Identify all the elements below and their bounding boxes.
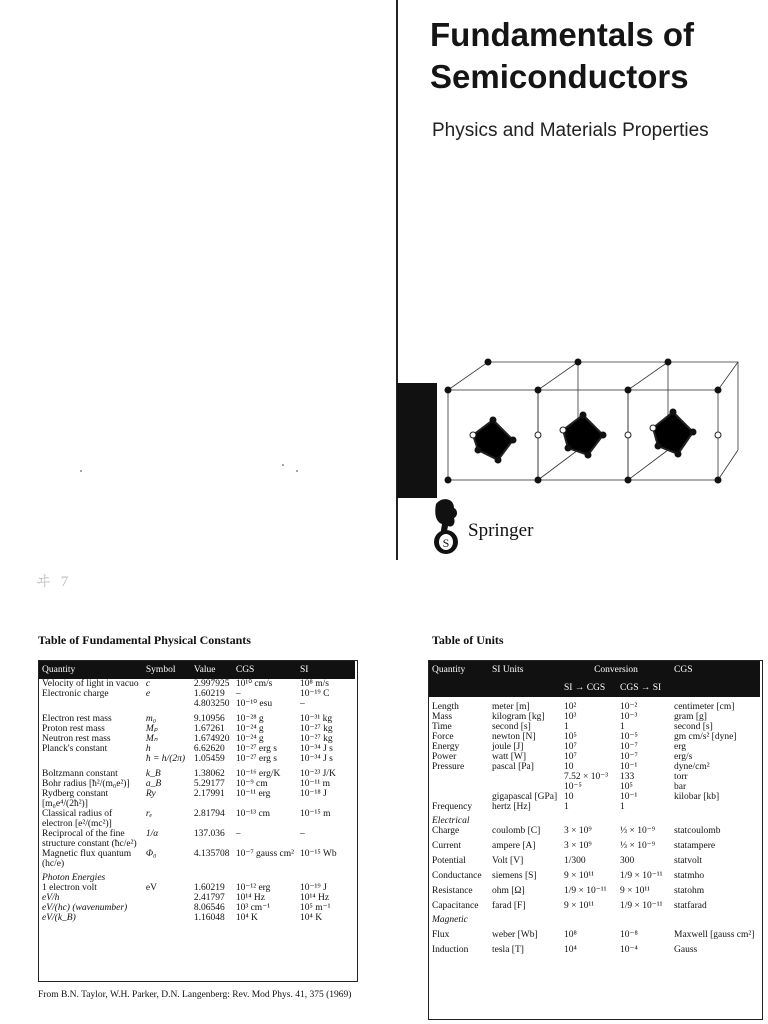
table-cell: Neutron rest mass — [42, 734, 111, 744]
table-cell: 10⁻²⁴ g — [235, 724, 264, 734]
table-row — [39, 724, 355, 734]
table-row — [39, 679, 355, 689]
table-cell: weber [Wb] — [492, 930, 538, 940]
table-cell: erg — [674, 742, 686, 752]
book-title-line-1: Fundamentals of — [430, 16, 695, 53]
units-header-row — [429, 661, 760, 679]
table-cell: 10⁻⁷ — [620, 752, 638, 762]
table-cell: Planck's constant — [42, 744, 108, 754]
group-heading-row — [429, 812, 760, 826]
speck — [296, 470, 298, 472]
table-cell: 9 × 10¹¹ — [620, 886, 651, 896]
table-cell: Ry — [145, 789, 156, 799]
table-cell: 10⁴ — [564, 945, 577, 955]
table-cell: 2.17991 — [193, 789, 225, 799]
table-cell — [429, 792, 489, 802]
table-cell: Boltzmann constant — [42, 769, 118, 779]
table-cell: Φ₀ — [145, 849, 157, 859]
table-row — [429, 896, 760, 911]
column-header: Quantity — [39, 661, 143, 679]
table-row — [429, 836, 760, 851]
library-stamp: ヰ 7 — [36, 574, 72, 590]
table-cell: 10⁻¹⁹ J — [300, 883, 327, 893]
table-cell: ⅓ × 10⁻⁹ — [620, 841, 656, 851]
table-cell: 9.10956 — [193, 714, 225, 724]
table-cell: 10⁻⁸ — [620, 930, 638, 940]
table-cell: 1 — [564, 722, 569, 732]
table-cell: Pressure — [432, 762, 465, 772]
column-subheader: CGS → SI — [617, 679, 671, 697]
table-cell: bar — [674, 782, 687, 792]
table-cell: 1/9 × 10⁻¹¹ — [564, 886, 607, 896]
table-cell: 10⁻³⁴ J s — [300, 754, 333, 764]
table-cell: 10¹⁴ Hz — [235, 893, 265, 903]
column-header: CGS — [671, 661, 760, 679]
table-cell: pascal [Pa] — [492, 762, 534, 772]
table-cell: 10⁻³ — [620, 712, 638, 722]
table-row — [429, 866, 760, 881]
constants-footnote: From B.N. Taylor, W.H. Parker, D.N. Langenberg: Rev. Mod Phys. 41, 375 (1969) — [38, 990, 352, 1000]
table-row — [39, 709, 355, 724]
table-cell: 10⁷ — [564, 752, 577, 762]
table-cell: statmho — [674, 871, 705, 881]
table-cell: 1 electron volt — [42, 883, 97, 893]
table-cell: ampere [A] — [492, 841, 536, 851]
table-cell: Classical radius of electron [e²/(mc²)] — [42, 809, 113, 829]
column-header: SI Units — [489, 661, 561, 679]
table-cell: statcoulomb — [674, 826, 721, 836]
table-cell: 10⁻¹⁰ esu — [235, 699, 273, 709]
table-cell: 10⁸ m/s — [300, 679, 329, 689]
table-cell: Power — [432, 752, 457, 762]
table-cell — [39, 699, 143, 709]
table-cell: Frequency — [432, 802, 473, 812]
constants-table-title: Table of Fundamental Physical Constants — [38, 633, 251, 647]
table-cell: 2.41797 — [193, 893, 225, 903]
table-cell: 9 × 10¹¹ — [564, 901, 595, 911]
units-subheader-row — [429, 679, 760, 697]
table-cell: tesla [T] — [492, 945, 524, 955]
group-heading-row — [39, 869, 355, 883]
table-row — [429, 792, 760, 802]
table-cell: c — [145, 679, 151, 689]
table-cell: 1.674920 — [193, 734, 230, 744]
table-cell: second [s] — [492, 722, 531, 732]
table-cell: Time — [432, 722, 452, 732]
table-cell: 10⁻² — [620, 702, 638, 712]
table-cell: hertz [Hz] — [492, 802, 531, 812]
table-cell: statampere — [674, 841, 716, 851]
table-cell: Resistance — [432, 886, 473, 896]
table-cell: 1.67261 — [193, 724, 225, 734]
table-cell: 10⁻³⁴ J s — [300, 744, 333, 754]
table-cell: kilobar [kb] — [674, 792, 720, 802]
table-row — [429, 742, 760, 752]
table-cell: eV/(k_B) — [42, 913, 76, 923]
table-cell: 10⁻¹⁶ erg/K — [235, 769, 281, 779]
group-heading: Photon Energies — [42, 873, 106, 883]
table-cell: 10⁻⁷ gauss cm² — [235, 849, 295, 859]
table-row — [39, 849, 355, 869]
column-header: SI — [297, 661, 355, 679]
table-row — [429, 851, 760, 866]
table-cell: Charge — [432, 826, 460, 836]
book-title-line-2: Semiconductors — [430, 58, 689, 95]
table-cell: 2.997925 — [193, 679, 230, 689]
table-cell: gm cm/s² [dyne] — [674, 732, 737, 742]
table-cell: 1.05459 — [193, 754, 225, 764]
table-cell: 10⁻²⁷ erg s — [235, 744, 277, 754]
table-row — [429, 802, 760, 812]
table-cell: ohm [Ω] — [492, 886, 525, 896]
table-cell: ħ = h/(2π) — [145, 754, 186, 764]
column-header: Conversion — [561, 661, 671, 679]
table-cell: 1 — [620, 722, 625, 732]
table-cell: – — [300, 829, 305, 839]
table-cell: 10⁻⁷ — [620, 742, 638, 752]
table-cell: eV/h — [42, 893, 60, 903]
table-row — [39, 789, 355, 809]
table-cell: Potential — [432, 856, 466, 866]
table-cell: Induction — [432, 945, 469, 955]
table-cell: statohm — [674, 886, 705, 896]
table-cell — [143, 913, 191, 923]
table-cell: 10⁻²⁷ kg — [300, 734, 333, 744]
table-cell: 10⁴ K — [300, 913, 323, 923]
table-row — [39, 779, 355, 789]
table-cell: 10⁻¹⁹ C — [300, 689, 330, 699]
table-cell: 10⁷ — [564, 742, 577, 752]
table-cell: 10⁻¹⁵ Wb — [300, 849, 337, 859]
table-cell: Proton rest mass — [42, 724, 105, 734]
table-cell: 10⁻²³ J/K — [300, 769, 336, 779]
table-cell: 10 — [564, 762, 574, 772]
table-cell: 10⁻¹² erg — [235, 883, 271, 893]
table-cell: 10 — [564, 792, 574, 802]
table-row — [39, 829, 355, 849]
table-row — [429, 752, 760, 762]
table-row — [39, 809, 355, 829]
table-cell: dyne/cm² — [674, 762, 710, 772]
table-cell: Current — [432, 841, 462, 851]
table-row — [39, 699, 355, 709]
table-cell: e — [145, 689, 151, 699]
table-cell: 1.16048 — [193, 913, 225, 923]
table-cell: 1 — [564, 802, 569, 812]
group-heading-row — [429, 911, 760, 925]
table-cell: 10⁻¹¹ m — [300, 779, 330, 789]
table-row — [39, 913, 355, 923]
table-cell: 10⁻³¹ kg — [300, 714, 333, 724]
publisher-name: Springer — [468, 520, 534, 541]
table-cell: 10⁻²⁸ g — [235, 714, 264, 724]
table-cell: 10⁻¹ — [620, 792, 638, 802]
table-cell: Bohr radius [ħ²/(m₀e²)] — [42, 779, 130, 789]
table-cell: 10³ cm⁻¹ — [235, 903, 271, 913]
table-cell: Magnetic flux quantum (hc/e) — [42, 849, 132, 869]
table-row — [39, 734, 355, 744]
table-cell: centimeter [cm] — [674, 702, 735, 712]
table-cell: 10⁸ — [564, 930, 577, 940]
table-cell: 1 — [620, 802, 625, 812]
group-heading: Electrical — [432, 816, 470, 826]
table-cell: 1/9 × 10⁻¹¹ — [620, 901, 663, 911]
table-row — [39, 689, 355, 699]
speck — [80, 470, 82, 472]
table-row — [39, 893, 355, 903]
table-cell: a_B — [145, 779, 162, 789]
column-header: Symbol — [143, 661, 191, 679]
table-cell: Gauss — [674, 945, 698, 955]
table-cell: siemens [S] — [492, 871, 537, 881]
table-row — [429, 782, 760, 792]
table-cell: 10⁻⁵ — [564, 782, 582, 792]
table-cell — [429, 772, 489, 782]
table-cell: erg/s — [674, 752, 693, 762]
table-row — [429, 762, 760, 772]
table-cell: 4.803250 — [193, 699, 230, 709]
column-header: Quantity — [429, 661, 489, 679]
table-cell: 10³ — [564, 712, 577, 722]
table-cell: gram [g] — [674, 712, 707, 722]
units-table — [429, 661, 760, 955]
table-cell: 10⁻⁴ — [620, 945, 638, 955]
table-cell: Rydberg constant [m₀e⁴/(2ħ²)] — [42, 789, 109, 809]
table-cell: Velocity of light in vacuo — [42, 679, 139, 689]
table-cell: 10¹⁰ cm/s — [235, 679, 273, 689]
table-cell: 10⁵ m⁻¹ — [300, 903, 331, 913]
table-cell — [489, 782, 561, 792]
table-cell: Flux — [432, 930, 450, 940]
table-cell: coulomb [C] — [492, 826, 541, 836]
table-cell: statvolt — [674, 856, 702, 866]
table-cell: 10⁻¹ — [620, 762, 638, 772]
table-cell: 10⁴ K — [235, 913, 258, 923]
springer-horse-logo-icon — [428, 496, 464, 556]
table-cell: watt [W] — [492, 752, 527, 762]
cover-spine-block — [397, 383, 437, 498]
table-cell: Conductance — [432, 871, 482, 881]
table-cell: 10² — [564, 702, 577, 712]
table-row — [39, 744, 355, 754]
column-header: CGS — [233, 661, 297, 679]
table-cell — [489, 772, 561, 782]
table-cell: Energy — [432, 742, 460, 752]
table-cell: 133 — [620, 772, 635, 782]
table-cell: gigapascal [GPa] — [492, 792, 558, 802]
table-cell: newton [N] — [492, 732, 536, 742]
table-cell: meter [m] — [492, 702, 530, 712]
table-cell: 10⁵ — [620, 782, 633, 792]
table-cell: second [s] — [674, 722, 713, 732]
table-cell: – — [235, 829, 241, 839]
constants-header-row — [39, 661, 355, 679]
table-cell — [143, 903, 191, 913]
table-cell: kilogram [kg] — [492, 712, 545, 722]
table-cell: 300 — [620, 856, 635, 866]
table-cell — [143, 893, 191, 903]
table-row — [429, 697, 760, 712]
table-row — [429, 712, 760, 722]
table-cell: 10⁻¹⁵ m — [300, 809, 331, 819]
table-cell: 3 × 10⁹ — [564, 826, 592, 836]
table-cell: eV — [145, 883, 157, 893]
table-cell: Capacitance — [432, 901, 479, 911]
table-cell — [39, 754, 143, 764]
svg-text:S: S — [442, 536, 450, 550]
crystal-lattice-illustration — [438, 350, 748, 490]
table-cell: 4.135708 — [193, 849, 230, 859]
table-cell: Mₚ — [145, 724, 158, 734]
table-cell: 1/9 × 10⁻¹¹ — [620, 871, 663, 881]
table-cell: 10⁻⁵ — [620, 732, 638, 742]
table-cell: Mass — [432, 712, 453, 722]
table-cell: statfarad — [674, 901, 707, 911]
table-row — [39, 754, 355, 764]
table-row — [429, 826, 760, 836]
column-subheader: SI → CGS — [561, 679, 617, 697]
table-cell: Electron rest mass — [42, 714, 112, 724]
table-cell: – — [235, 689, 241, 699]
table-row — [429, 772, 760, 782]
table-cell: – — [300, 699, 305, 709]
table-cell: Length — [432, 702, 459, 712]
table-cell: 7.52 × 10⁻³ — [564, 772, 609, 782]
table-cell: m₀ — [145, 714, 157, 724]
table-cell: Volt [V] — [492, 856, 524, 866]
table-row — [429, 732, 760, 742]
table-cell: 10⁻²⁷ erg s — [235, 754, 277, 764]
speck — [282, 464, 284, 466]
table-cell: ⅓ × 10⁻⁹ — [620, 826, 656, 836]
units-table-title: Table of Units — [432, 633, 504, 647]
table-cell: 10⁻¹⁸ J — [300, 789, 327, 799]
table-cell: 10⁻²⁴ g — [235, 734, 264, 744]
table-cell: 10⁻¹³ cm — [235, 809, 271, 819]
table-cell: Mₙ — [145, 734, 158, 744]
table-cell: 1/300 — [564, 856, 586, 866]
table-cell: farad [F] — [492, 901, 526, 911]
table-cell: 1.60219 — [193, 689, 225, 699]
table-cell: Maxwell [gauss cm²] — [674, 930, 755, 940]
table-row — [429, 940, 760, 955]
table-cell: 1/α — [145, 829, 159, 839]
table-cell: Electronic charge — [42, 689, 109, 699]
table-cell: 9 × 10¹¹ — [564, 871, 595, 881]
table-cell — [671, 802, 760, 812]
table-row — [429, 881, 760, 896]
table-cell: 2.81794 — [193, 809, 225, 819]
table-cell: 3 × 10⁹ — [564, 841, 592, 851]
column-header: Value — [191, 661, 233, 679]
book-title — [430, 14, 766, 98]
table-cell: 1.60219 — [193, 883, 225, 893]
table-cell: 137.036 — [193, 829, 225, 839]
table-cell: 1.38062 — [193, 769, 225, 779]
table-row — [429, 722, 760, 732]
table-cell: 10⁻⁹ cm — [235, 779, 268, 789]
table-cell: 8.06546 — [193, 903, 225, 913]
table-cell: 5.29177 — [193, 779, 225, 789]
table-cell — [429, 782, 489, 792]
table-cell: 10⁻¹¹ erg — [235, 789, 271, 799]
table-cell: 10⁵ — [564, 732, 577, 742]
table-cell: k_B — [145, 769, 161, 779]
table-cell: 10⁻²⁷ kg — [300, 724, 333, 734]
constants-table — [39, 661, 355, 923]
table-cell: Reciprocal of the fine structure constant (ħc/e²) — [42, 829, 137, 849]
table-cell: 10¹⁴ Hz — [300, 893, 330, 903]
table-cell: h — [145, 744, 151, 754]
table-cell: 6.62620 — [193, 744, 225, 754]
book-subtitle: Physics and Materials Properties — [432, 120, 709, 141]
table-cell: joule [J] — [492, 742, 524, 752]
table-cell: rₑ — [145, 809, 153, 819]
table-cell: torr — [674, 772, 688, 782]
table-row — [39, 764, 355, 779]
table-cell: eV/(hc) (wavenumber) — [42, 903, 128, 913]
table-cell — [143, 699, 191, 709]
table-row — [39, 903, 355, 913]
table-row — [39, 883, 355, 893]
table-row — [429, 925, 760, 940]
group-heading: Magnetic — [432, 915, 468, 925]
table-cell: Force — [432, 732, 454, 742]
